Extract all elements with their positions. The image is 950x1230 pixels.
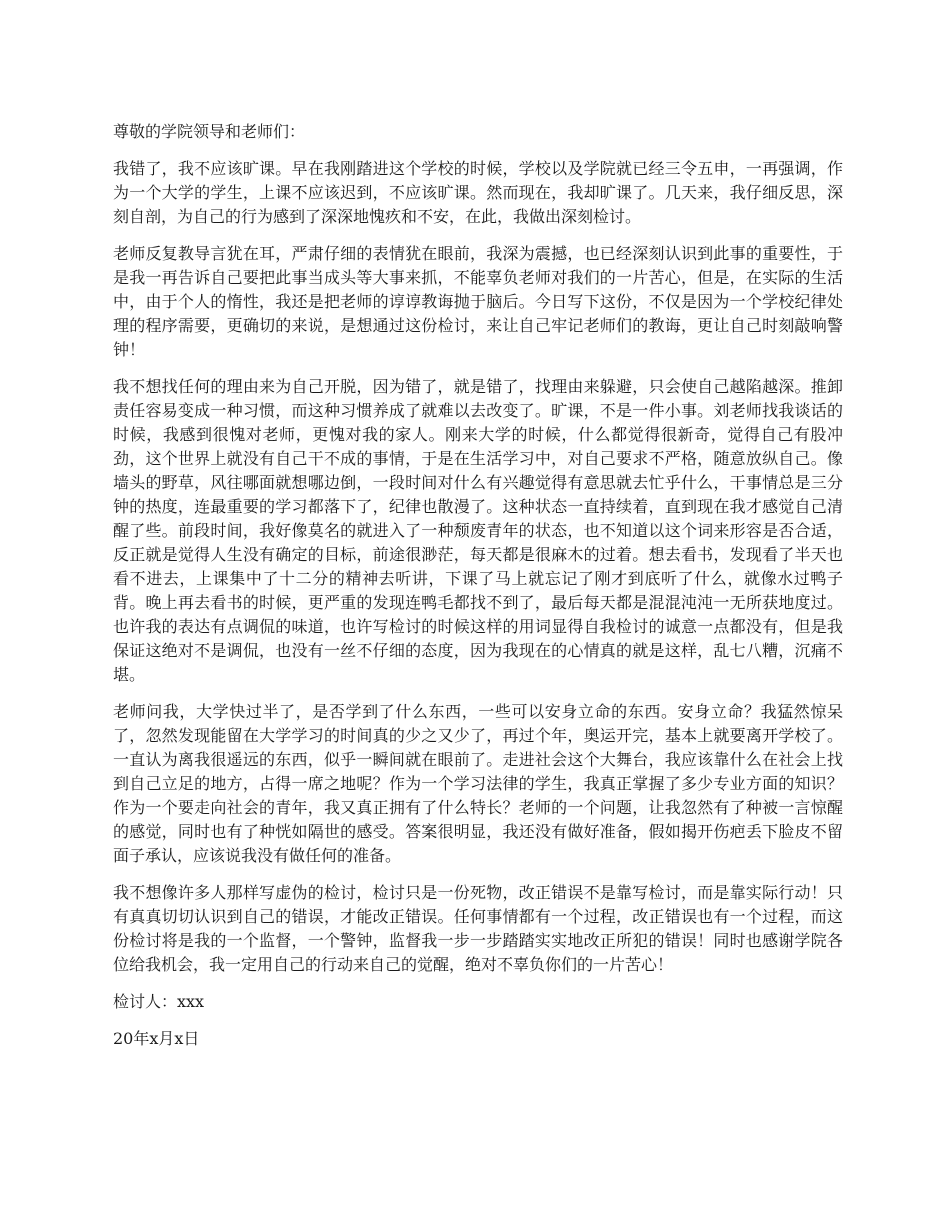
signer-line: 检讨人：xxx — [113, 992, 205, 1011]
paragraph-2: 老师反复教导言犹在耳，严肃仔细的表情犹在眼前，我深为震撼，也已经深刻认识到此事的重要性，于是我一再告诉自己要把此事当成头等大事来抓，不能辜负老师对我们的一片苦心，但是，在实际的生活中，由于个人的惰性，我还是把老师的谆谆教诲抛于脑后。今日写下这份，不仅是因为一个学校纪律处理的程序需要，更确切的来说，是想通过这份检讨，来让自己牢记老师们的教诲，更让自己时刻敲响警钟！ — [113, 244, 843, 359]
paragraph-3: 我不想找任何的理由来为自己开脱，因为错了，就是错了，找理由来躲避，只会使自己越陷越深。推卸责任容易变成一种习惯，而这种习惯养成了就难以去改变了。旷课，不是一件小事。刘老师找我谈话的时候，我感到很愧对老师，更愧对我的家人。刚来大学的时候，什么都觉得很新奇，觉得自己有股冲劲，这个世界上就没有自己干不成的事情，于是在生活学习中，对自己要求不严格，随意放纵自己。像墙头的野草，风往哪面就想哪边倒，一段时间对什么有兴趣觉得有意思就去忙乎什么，干事情总是三分钟的热度，连最重要的学习都落下了，纪律也散漫了。这种状态一直持续着，直到现在我才感觉自己清醒了些。前段时间，我好像莫名的就进入了一种颓废青年的状态，也不知道以这个词来形容是否合适，反正就是觉得人生没有确定的目标，前途很渺茫，每天都是很麻木的过着。想去看书，发现看了半天也看不进去，上课集中了十二分的精神去听讲，下课了马上就忘记了刚才到底听了什么，就像水过鸭子背。晚上再去看书的时候，更严重的发现连鸭毛都找不到了，最后每天都是混混沌沌一无所获地度过。也许我的表达有点调侃的味道，也许写检讨的时候这样的用词显得自我检讨的诚意一点都没有，但是我保证这绝对不是调侃，也没有一丝不仔细的态度，因为我现在的心情真的就是这样，乱七八糟，沉痛不堪。 — [113, 377, 843, 684]
paragraph-4: 老师问我，大学快过半了，是否学到了什么东西，一些可以安身立命的东西。安身立命？我猛然惊呆了，忽然发现能留在大学学习的时间真的少之又少了，再过个年，奥运开完，基本上就要离开学校了。一直认为离我很遥远的东西，似乎一瞬间就在眼前了。走进社会这个大舞台，我应该靠什么在社会上找到自己立足的地方，占得一席之地呢？作为一个学习法律的学生，我真正掌握了多少专业方面的知识？作为一个要走向社会的青年，我又真正拥有了什么特长？老师的一个问题，让我忽然有了种被一言惊醒的感觉，同时也有了种恍如隔世的感受。答案很明显，我还没有做好准备，假如揭开伤疤丢下脸皮不留面子承认，应该说我没有做任何的准备。 — [113, 702, 843, 865]
paragraph-5: 我不想像许多人那样写虚伪的检讨，检讨只是一份死物，改正错误不是靠写检讨，而是靠实际行动！只有真真切切认识到自己的错误，才能改正错误。任何事情都有一个过程，改正错误也有一个过程，而这份检讨将是我的一个监督，一个警钟，监督我一步一步踏踏实实地改正所犯的错误！同时也感谢学院各位给我机会，我一定用自己的行动来自己的觉醒，绝对不辜负你们的一片苦心！ — [113, 883, 843, 974]
salutation: 尊敬的学院领导和老师们： — [113, 122, 306, 141]
letter-body — [113, 120, 843, 1064]
date-line: 20年x月x日 — [113, 1029, 200, 1048]
paragraph-1: 我错了，我不应该旷课。早在我刚踏进这个学校的时候，学校以及学院就已经三令五申，一再强调，作为一个大学的学生，上课不应该迟到，不应该旷课。然而现在，我却旷课了。几天来，我仔细反思，深刻自剖，为自己的行为感到了深深地愧疚和不安，在此，我做出深刻检讨。 — [113, 159, 843, 226]
